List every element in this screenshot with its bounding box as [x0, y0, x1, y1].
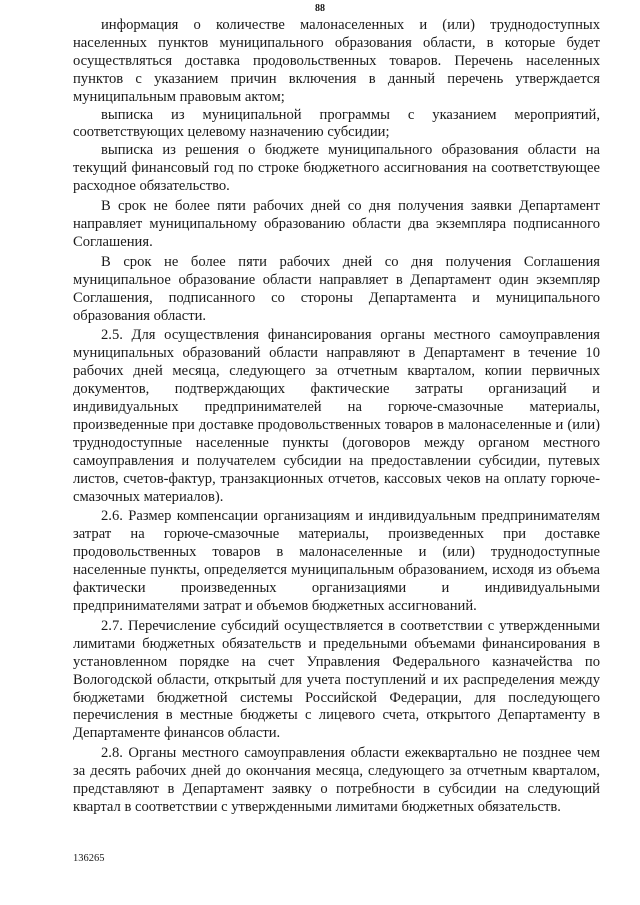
paragraph-budget-extract: выписка из решения о бюджете муниципального образования области на текущий финансовый год по строке бюджетного ассигнования на соответствующее расходное обязательство.	[73, 142, 600, 195]
paragraph-section-2-5: 2.5. Для осуществления финансирования органы местного самоуправления муниципальных образований области направляют в Департамент в течение 10 рабочих дней месяца, следующего за отчетным кварталом, копии первичных документов, подтверждающих фактические затраты организаций и индивидуальных предпринимателей на горюче-смазочные материалы, произведенные при доставке продовольственных товаров в малонаселенные и (или) труднодоступные населенные пункты (договоров между органом местного самоуправления и получателем субсидии на предоставлении субсидии, путевых листов, счетов-фактур, транзакционных отчетов, кассовых чеков на оплату горюче-смазочных материалов).	[73, 327, 600, 505]
document-code: 136265	[73, 853, 105, 864]
paragraph-section-2-8: 2.8. Органы местного самоуправления области ежеквартально не позднее чем за десять рабочих дней до окончания месяца, следующего за отчетным кварталом, представляют в Департамент заявку о потребности в субсидии на следующий квартал в соответствии с утвержденными лимитами бюджетных обязательств.	[73, 745, 600, 815]
paragraph-section-2-7: 2.7. Перечисление субсидий осуществляется в соответствии с утвержденными лимитами бюджетных обязательств и предельными объемами финансирования в установленном порядке на счет Управления Федерального казначейства по Вологодской области, открытый для учета поступлений и их распределения между бюджетами бюджетной системы Российской Федерации, для последующего перечисления в местные бюджеты с лицевого счета, открытого Департаменту в Департаменте финансов области.	[73, 617, 600, 742]
paragraph-program-extract: выписка из муниципальной программы с указанием мероприятий, соответствующих целевому назначению субсидии;	[73, 106, 600, 141]
paragraph-agreement-sent: В срок не более пяти рабочих дней со дня получения заявки Департамент направляет муниципальному образованию области два экземпляра подписанного Соглашения.	[73, 198, 600, 250]
paragraph-section-2-6: 2.6. Размер компенсации организациям и индивидуальным предпринимателям затрат на горюче-смазочные материалы, произведенных при доставке продовольственных товаров в малонаселенные и (или) труднодоступные населенные пункты, определяется муниципальным образованием, исходя из объема фактически произведенных организациями и индивидуальными предпринимателями затрат и объемов бюджетных ассигнований.	[73, 508, 600, 614]
paragraph-agreement-returned: В срок не более пяти рабочих дней со дня получения Соглашения муниципальное образование области направляет в Департамент один экземпляр Соглашения, подписанного со стороны Департамента и муниципального образования области.	[73, 253, 600, 324]
document-body	[73, 17, 600, 817]
page-number: 88	[315, 3, 325, 14]
paragraph-info-settlements: информация о количестве малонаселенных и (или) труднодоступных населенных пунктов муниципального образования области, в которые будет осуществляться доставка продовольственных товаров. Перечень населенных пунктов с указанием причин включения в данный перечень утверждается муниципальным правовым актом;	[73, 17, 600, 105]
